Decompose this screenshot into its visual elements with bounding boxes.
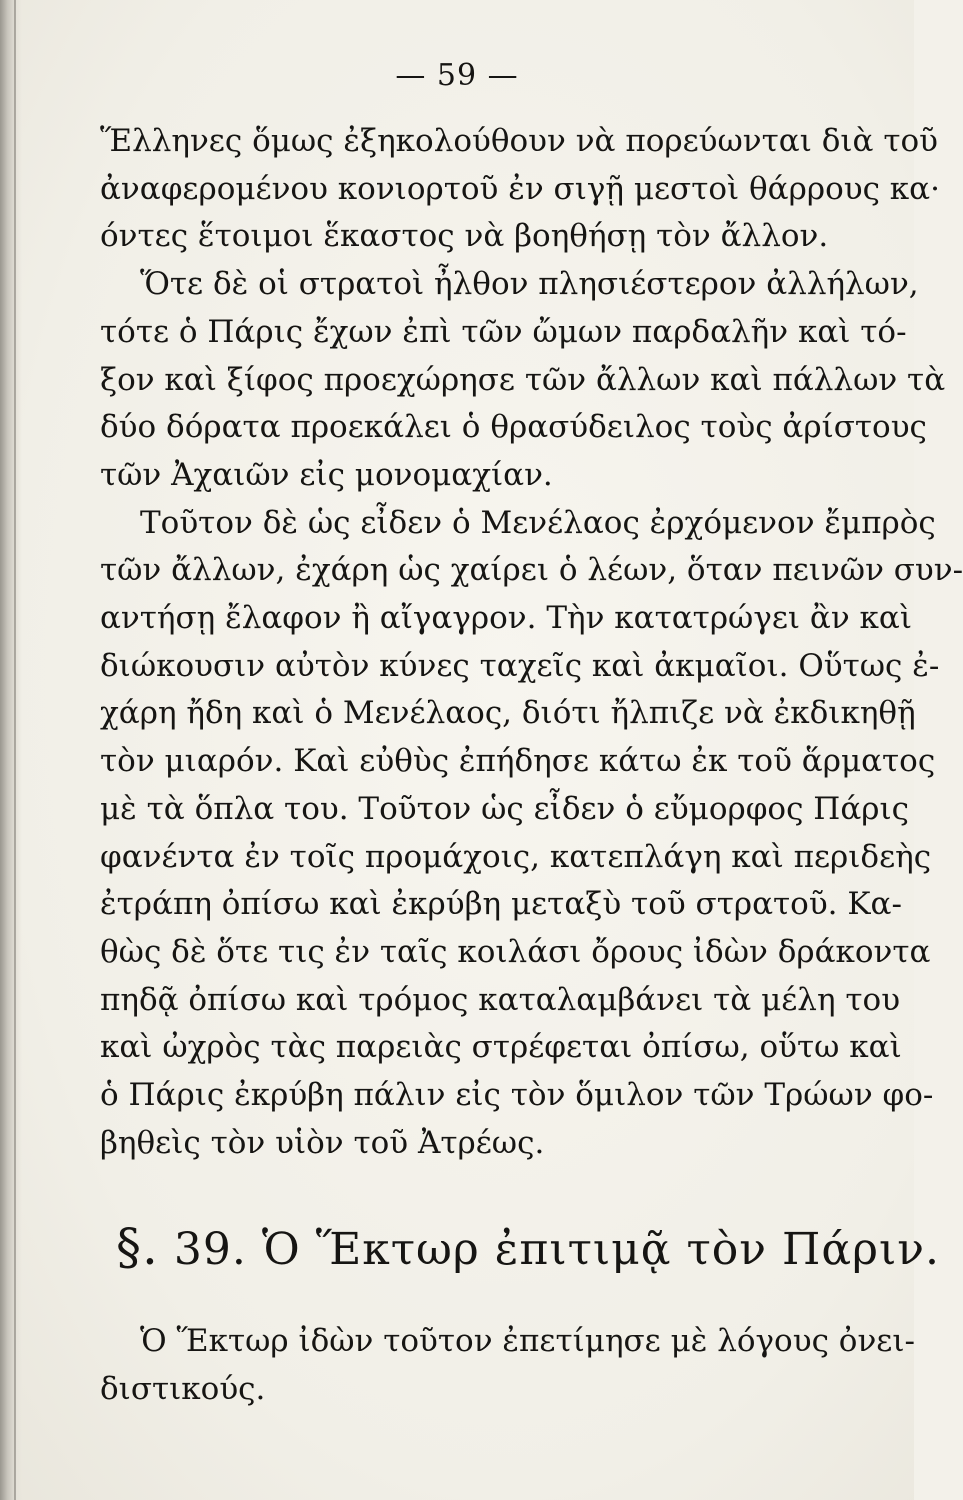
- section-number: 39.: [173, 1224, 247, 1275]
- section-heading: [116, 1218, 940, 1276]
- text-line: Ὁ Ἕκτωρ ἰδὼν τοῦτον ἐπετίμησε μὲ λόγους ὀνει-: [140, 1323, 915, 1359]
- paragraph-1: [100, 118, 940, 261]
- text-line: όντες ἕτοιμοι ἕκαστος νὰ βοηθήσῃ τὸν ἄλλον.: [100, 218, 829, 255]
- text-line: τῶν ἄλλων, ἐχάρη ὡς χαίρει ὁ λέων, ὅταν πεινῶν συν-: [100, 552, 963, 589]
- text-line: δύο δόρατα προεκάλει ὁ θρασύδειλος τοὺς ἀρίστους: [100, 409, 927, 446]
- text-line: Ἕλληνες ὅμως ἐξηκολούθουν νὰ πορεύωνται διὰ τοῦ: [100, 123, 938, 159]
- section-symbol: §.: [116, 1218, 159, 1276]
- final-paragraph: [100, 1318, 915, 1413]
- text-line: διστικούς.: [100, 1370, 266, 1407]
- paragraph-3: [100, 500, 963, 1168]
- page-number: — 59 —: [395, 58, 519, 93]
- text-line: διώκουσιν αὐτὸν κύνες ταχεῖς καὶ ἀκμαῖοι. Οὕτως ἐ-: [100, 647, 940, 684]
- text-line: καὶ ὠχρὸς τὰς παρειὰς στρέφεται ὀπίσω, οὕτω καὶ: [100, 1029, 902, 1066]
- text-line: ξον καὶ ξίφος προεχώρησε τῶν ἄλλων καὶ πάλλων τὰ: [100, 361, 946, 398]
- text-line: χάρη ἤδη καὶ ὁ Μενέλαος, διότι ἤλπιζε νὰ ἐκδικηθῇ: [100, 695, 916, 732]
- text-line: τῶν Ἀχαιῶν εἰς μονομαχίαν.: [100, 456, 553, 493]
- text-line: μὲ τὰ ὅπλα του. Τοῦτον ὡς εἶδεν ὁ εὔμορφος Πάρις: [100, 790, 909, 827]
- text-line: ὁ Πάρις ἐκρύβη πάλιν εἰς τὸν ὅμιλον τῶν Τρώων φο-: [100, 1077, 934, 1114]
- text-line: Τοῦτον δὲ ὡς εἶδεν ὁ Μενέλαος ἐρχόμενον ἔμπρὸς: [140, 504, 936, 541]
- text-line: ἀναφερομένου κονιορτοῦ ἐν σιγῇ μεστοὶ θάρρους κα·: [100, 170, 940, 207]
- text-line: αντήσῃ ἔλαφον ἢ αἴγαγρον. Τὴν κατατρώγει ἂν καὶ: [100, 600, 913, 637]
- body-text: [100, 118, 963, 1167]
- text-line: τὸν μιαρόν. Καὶ εὐθὺς ἐπήδησε κάτω ἐκ τοῦ ἅρματος: [100, 743, 936, 780]
- text-line: φανέντα ἐν τοῖς προμάχοις, κατεπλάγη καὶ περιδεὴς: [100, 838, 932, 875]
- section-title: Ὁ Ἕκτωρ ἐπιτιμᾷ τὸν Πάριν.: [261, 1224, 940, 1275]
- text-line: Ὅτε δὲ οἱ στρατοὶ ἦλθον πλησιέστερον ἀλλήλων,: [140, 266, 919, 303]
- text-line: ἐτράπη ὀπίσω καὶ ἐκρύβη μεταξὺ τοῦ στρατοῦ. Κα-: [100, 886, 902, 923]
- text-line: βηθεὶς τὸν υἱὸν τοῦ Ἀτρέως.: [100, 1124, 545, 1161]
- text-line: τότε ὁ Πάρις ἔχων ἐπὶ τῶν ὤμων παρδαλῆν καὶ τό-: [100, 313, 907, 350]
- text-line: πηδᾷ ὀπίσω καὶ τρόμος καταλαμβάνει τὰ μέλη του: [100, 981, 901, 1018]
- text-line: θὼς δὲ ὅτε τις ἐν ταῖς κοιλάσι ὄρους ἰδὼν δράκοντα: [100, 933, 931, 970]
- paragraph-2: [100, 261, 946, 500]
- book-spine-shadow: [0, 0, 22, 1500]
- book-gutter-line: [14, 0, 16, 1500]
